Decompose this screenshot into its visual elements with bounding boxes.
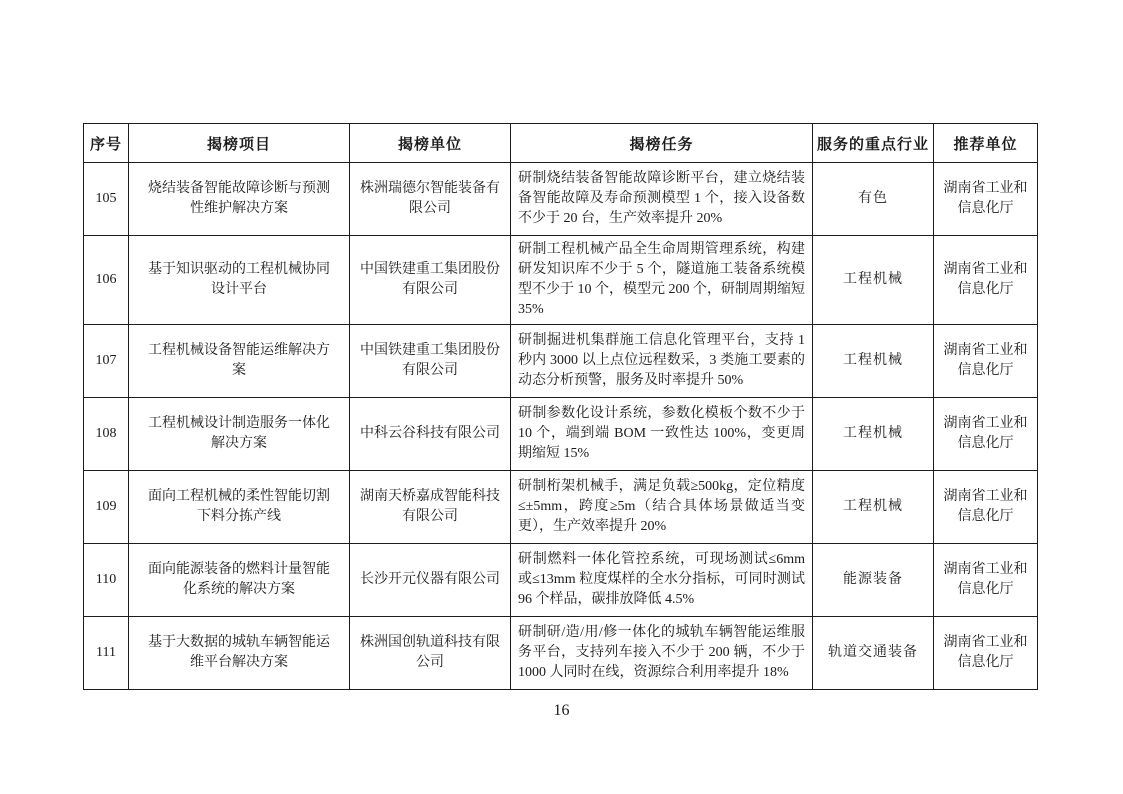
table-row bbox=[84, 617, 1038, 690]
header-serial-number: 序号 bbox=[84, 124, 129, 163]
industry: 工程机械 bbox=[813, 471, 934, 544]
project-name: 面向能源装备的燃料计量智能化系统的解决方案 bbox=[129, 544, 350, 617]
header-project: 揭榜项目 bbox=[129, 124, 350, 163]
recommender: 湖南省工业和信息化厅 bbox=[934, 325, 1038, 398]
unit-name: 湖南天桥嘉成智能科技有限公司 bbox=[350, 471, 511, 544]
row-number: 111 bbox=[84, 617, 129, 690]
task-description: 研制研/造/用/修一体化的城轨车辆智能运维服务平台，支持列车接入不少于 200 辆，不少于 1000 人同时在线，资源综合利用率提升 18% bbox=[511, 617, 813, 690]
industry: 轨道交通装备 bbox=[813, 617, 934, 690]
row-number: 109 bbox=[84, 471, 129, 544]
table-row bbox=[84, 325, 1038, 398]
unit-name: 长沙开元仪器有限公司 bbox=[350, 544, 511, 617]
task-description: 研制参数化设计系统，参数化模板个数不少于 10 个，端到端 BOM 一致性达 100%，变更周期缩短 15% bbox=[511, 398, 813, 471]
industry: 工程机械 bbox=[813, 398, 934, 471]
row-number: 105 bbox=[84, 163, 129, 236]
page-number: 16 bbox=[553, 702, 570, 719]
unit-name: 株洲国创轨道科技有限公司 bbox=[350, 617, 511, 690]
task-description: 研制烧结装备智能故障诊断平台，建立烧结装备智能故障及寿命预测模型 1 个，接入设备数不少于 20 台，生产效率提升 20% bbox=[511, 163, 813, 236]
unit-name: 中国铁建重工集团股份有限公司 bbox=[350, 325, 511, 398]
table-row bbox=[84, 163, 1038, 236]
table-row bbox=[84, 236, 1038, 325]
project-list-table bbox=[83, 123, 1038, 690]
row-number: 108 bbox=[84, 398, 129, 471]
header-industry: 服务的重点行业 bbox=[813, 124, 934, 163]
project-name: 烧结装备智能故障诊断与预测性维护解决方案 bbox=[129, 163, 350, 236]
table-row bbox=[84, 544, 1038, 617]
industry: 工程机械 bbox=[813, 236, 934, 325]
project-name: 工程机械设备智能运维解决方案 bbox=[129, 325, 350, 398]
header-row bbox=[84, 124, 1038, 163]
recommender: 湖南省工业和信息化厅 bbox=[934, 544, 1038, 617]
recommender: 湖南省工业和信息化厅 bbox=[934, 617, 1038, 690]
project-name: 基于知识驱动的工程机械协同设计平台 bbox=[129, 236, 350, 325]
recommender: 湖南省工业和信息化厅 bbox=[934, 163, 1038, 236]
row-number: 107 bbox=[84, 325, 129, 398]
row-number: 110 bbox=[84, 544, 129, 617]
recommender: 湖南省工业和信息化厅 bbox=[934, 236, 1038, 325]
table-header bbox=[84, 124, 1038, 163]
task-description: 研制燃料一体化管控系统，可现场测试≤6mm 或≤13mm 粒度煤样的全水分指标，可同时测试 96 个样品，碳排放降低 4.5% bbox=[511, 544, 813, 617]
project-name: 工程机械设计制造服务一体化解决方案 bbox=[129, 398, 350, 471]
industry: 有色 bbox=[813, 163, 934, 236]
industry: 能源装备 bbox=[813, 544, 934, 617]
unit-name: 株洲瑞德尔智能装备有限公司 bbox=[350, 163, 511, 236]
recommender: 湖南省工业和信息化厅 bbox=[934, 398, 1038, 471]
task-description: 研制桁架机械手，满足负载≥500kg，定位精度≤±5mm，跨度≥5m（结合具体场景做适当变更），生产效率提升 20% bbox=[511, 471, 813, 544]
task-description: 研制掘进机集群施工信息化管理平台，支持 1 秒内 3000 以上点位远程数采，3 类施工要素的动态分析预警，服务及时率提升 50% bbox=[511, 325, 813, 398]
project-name: 基于大数据的城轨车辆智能运维平台解决方案 bbox=[129, 617, 350, 690]
header-task: 揭榜任务 bbox=[511, 124, 813, 163]
table-row bbox=[84, 471, 1038, 544]
industry: 工程机械 bbox=[813, 325, 934, 398]
table-row bbox=[84, 398, 1038, 471]
unit-name: 中科云谷科技有限公司 bbox=[350, 398, 511, 471]
table-body bbox=[84, 163, 1038, 690]
project-name: 面向工程机械的柔性智能切割下料分拣产线 bbox=[129, 471, 350, 544]
unit-name: 中国铁建重工集团股份有限公司 bbox=[350, 236, 511, 325]
header-unit: 揭榜单位 bbox=[350, 124, 511, 163]
task-description: 研制工程机械产品全生命周期管理系统，构建研发知识库不少于 5 个，隧道施工装备系统模型不少于 10 个，模型元 200 个，研制周期缩短 35% bbox=[511, 236, 813, 325]
recommender: 湖南省工业和信息化厅 bbox=[934, 471, 1038, 544]
row-number: 106 bbox=[84, 236, 129, 325]
header-recommender: 推荐单位 bbox=[934, 124, 1038, 163]
